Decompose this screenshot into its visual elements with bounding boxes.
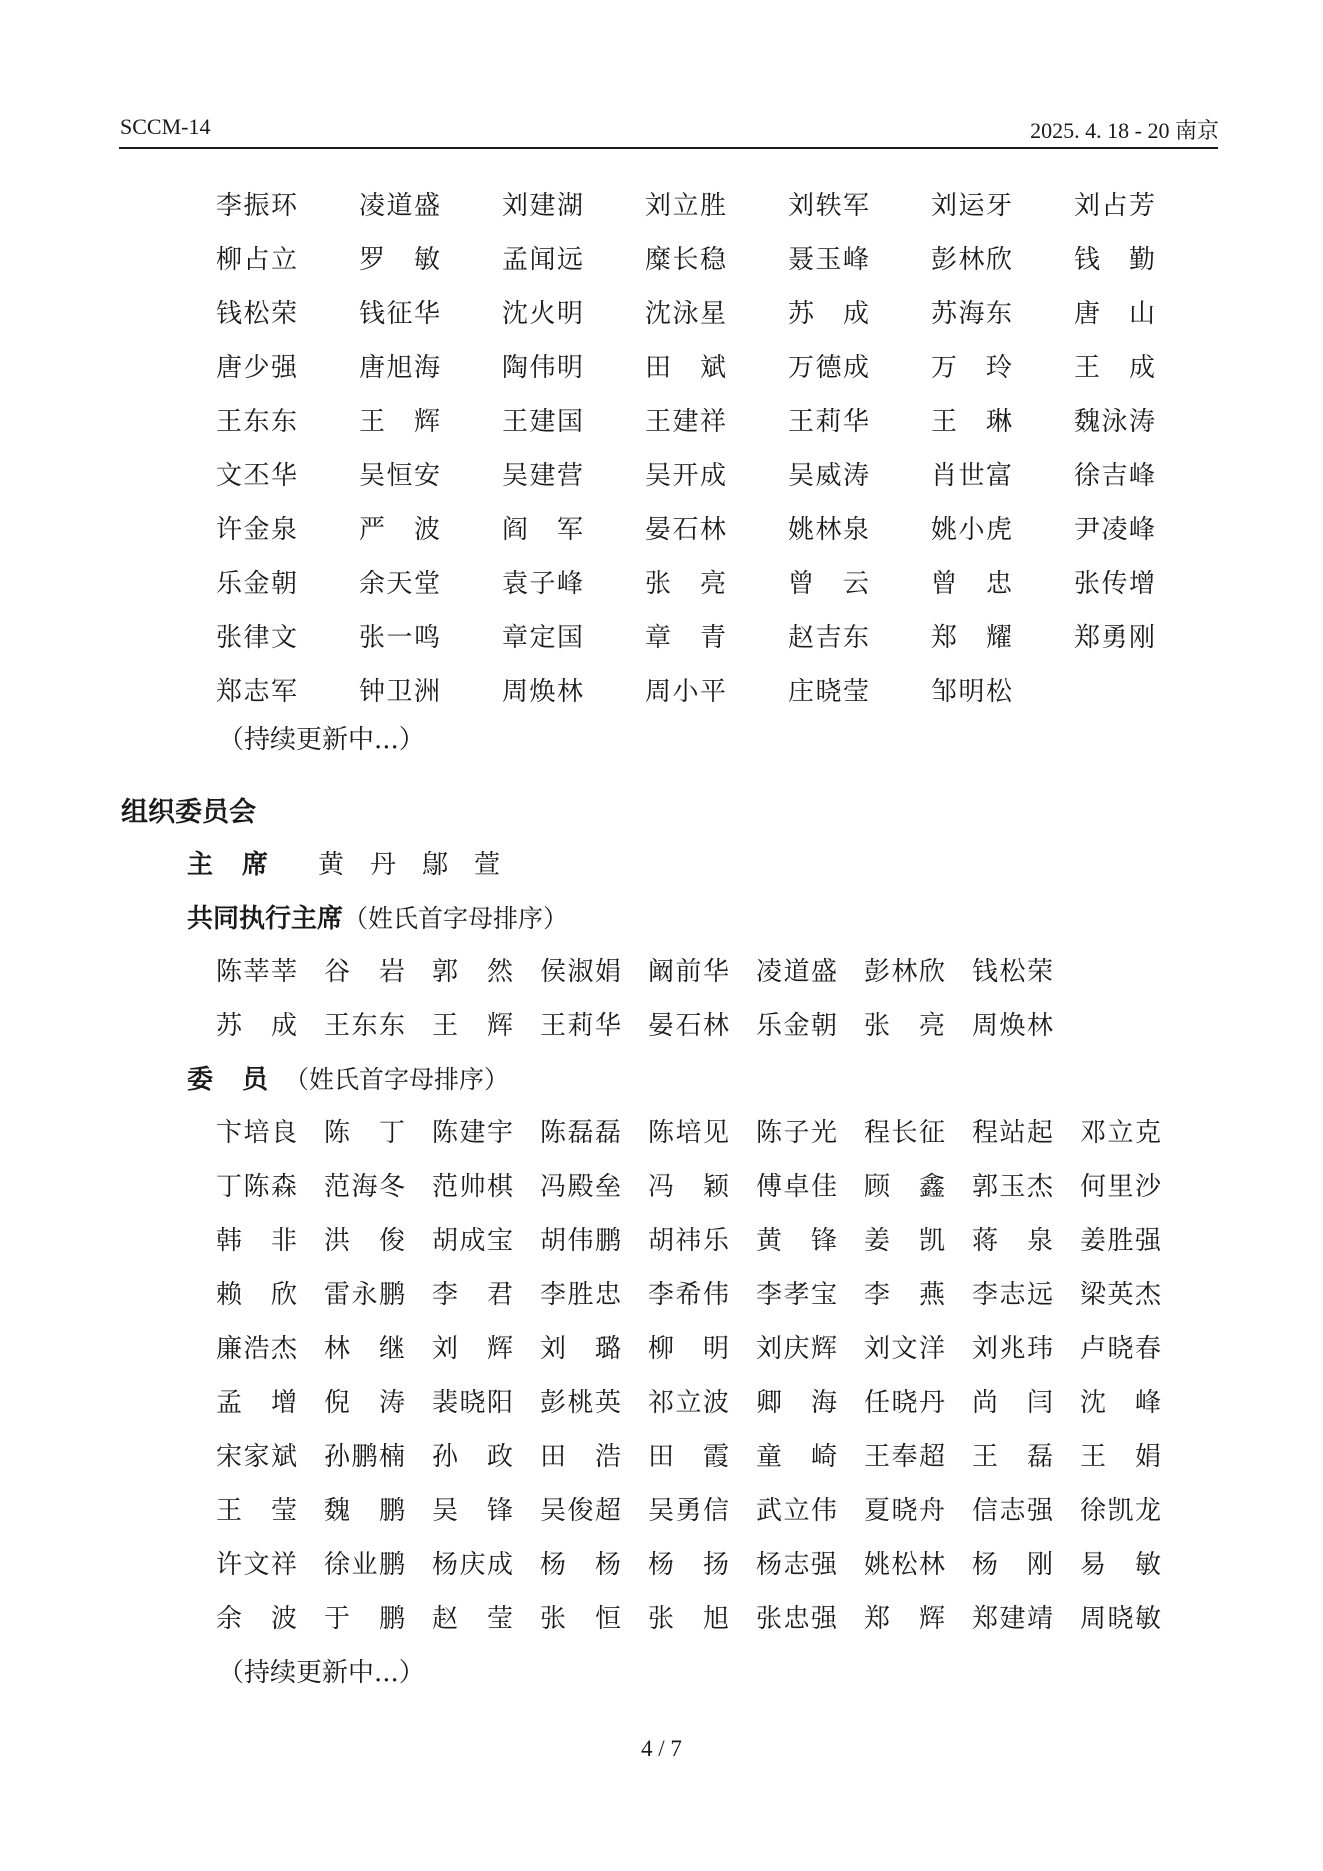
members-line (187, 1053, 509, 1107)
person-name: 张一鸣 (359, 623, 440, 653)
person-name: 张恒 (540, 1604, 621, 1634)
person-name: 孟增 (216, 1388, 297, 1418)
person-name: 沈峰 (1080, 1388, 1161, 1418)
person-name: 郭玉杰 (972, 1172, 1053, 1202)
person-name: 郑志军 (216, 677, 297, 707)
person-name: 吴威涛 (788, 461, 869, 491)
person-name: 童崎 (756, 1442, 837, 1472)
person-name: 沈泳星 (645, 299, 726, 329)
person-name: 唐少强 (216, 353, 297, 383)
person-name: 张旭 (648, 1604, 729, 1634)
person-name: 陈子光 (756, 1118, 837, 1148)
person-name: 王东东 (324, 1011, 405, 1041)
page-number: 4 / 7 (641, 1736, 682, 1761)
person-name: 柳明 (648, 1334, 729, 1364)
person-name: 钱松荣 (216, 299, 297, 329)
person-name: 钱勤 (1074, 245, 1155, 275)
organizing-committee-title: 组织委员会 (121, 797, 256, 828)
person-name: 魏泳涛 (1074, 407, 1155, 437)
person-name: 姜凯 (864, 1226, 945, 1256)
person-name: 田斌 (645, 353, 726, 383)
person-name: 李振环 (216, 191, 297, 221)
exec-chair-line (187, 892, 568, 946)
person-name: 曾云 (788, 569, 869, 599)
person-name: 柳占立 (216, 245, 297, 275)
person-name: 张亮 (645, 569, 726, 599)
update-note: （持续更新中...） (218, 725, 425, 755)
person-name: 苏成 (216, 1011, 297, 1041)
person-name: 万德成 (788, 353, 869, 383)
person-name: 黄锋 (756, 1226, 837, 1256)
person-name: 武立伟 (756, 1496, 837, 1526)
person-name: 尹凌峰 (1074, 515, 1155, 545)
person-name: 信志强 (972, 1496, 1053, 1526)
person-name: 谷岩 (324, 957, 405, 987)
person-name: 陈培见 (648, 1118, 729, 1148)
person-name: 徐吉峰 (1074, 461, 1155, 491)
person-name: 张律文 (216, 623, 297, 653)
person-name: 姚小虎 (931, 515, 1012, 545)
members-update-note: （持续更新中...） (218, 1658, 425, 1688)
exec-chair-label: 共同执行主席 (187, 904, 344, 934)
person-name: 阎军 (502, 515, 583, 545)
person-name: 倪涛 (324, 1388, 405, 1418)
person-name: 孙鹏楠 (324, 1442, 405, 1472)
person-name: 晏石林 (648, 1011, 729, 1041)
person-name: 王莉华 (540, 1011, 621, 1041)
person-name: 钟卫洲 (359, 677, 440, 707)
person-name: 王辉 (359, 407, 440, 437)
person-name: 侯淑娟 (540, 957, 621, 987)
chair-label: 主席 (187, 850, 268, 880)
person-name: 李燕 (864, 1280, 945, 1310)
person-name: 张传增 (1074, 569, 1155, 599)
person-name: 彭桃英 (540, 1388, 621, 1418)
person-name: 邹明松 (931, 677, 1012, 707)
person-name: 孙政 (432, 1442, 513, 1472)
person-name: 蒋泉 (972, 1226, 1053, 1256)
person-name: 章定国 (502, 623, 583, 653)
person-name: 周晓敏 (1080, 1604, 1161, 1634)
person-name: 彭林欣 (931, 245, 1012, 275)
person-name: 卿海 (756, 1388, 837, 1418)
person-name: 邓立克 (1080, 1118, 1161, 1148)
person-name: 罗敏 (359, 245, 440, 275)
person-name: 陈磊磊 (540, 1118, 621, 1148)
person-name: 程站起 (972, 1118, 1053, 1148)
chair-line (187, 838, 526, 892)
person-name: 傅卓佳 (756, 1172, 837, 1202)
person-name: 刘占芳 (1074, 191, 1155, 221)
person-name: 顾鑫 (864, 1172, 945, 1202)
header-rule (119, 147, 1218, 149)
person-name: 赖欣 (216, 1280, 297, 1310)
person-name: 肖世富 (931, 461, 1012, 491)
person-name: 袁子峰 (502, 569, 583, 599)
person-name: 王莉华 (788, 407, 869, 437)
person-name: 郭然 (432, 957, 513, 987)
person-name: 姚松林 (864, 1550, 945, 1580)
person-name: 陈建宇 (432, 1118, 513, 1148)
members-note: （姓氏首字母排序） (284, 1065, 510, 1094)
person-name: 范帅棋 (432, 1172, 513, 1202)
person-name: 任晓丹 (864, 1388, 945, 1418)
person-name: 王建国 (502, 407, 583, 437)
person-name: 陈丁 (324, 1118, 405, 1148)
person-name: 凌道盛 (359, 191, 440, 221)
person-name: 宋家斌 (216, 1442, 297, 1472)
person-name: 李胜忠 (540, 1280, 621, 1310)
person-name: 胡成宝 (432, 1226, 513, 1256)
person-name: 凌道盛 (756, 957, 837, 987)
person-name: 余波 (216, 1604, 297, 1634)
person-name: 吴俊超 (540, 1496, 621, 1526)
person-name: 尚闫 (972, 1388, 1053, 1418)
person-name: 卢晓春 (1080, 1334, 1161, 1364)
person-name: 糜长稳 (645, 245, 726, 275)
person-name: 范海冬 (324, 1172, 405, 1202)
person-name: 吴锋 (432, 1496, 513, 1526)
page-header-left: SCCM-14 (120, 114, 211, 139)
person-name: 刘文洋 (864, 1334, 945, 1364)
person-name: 王东东 (216, 407, 297, 437)
person-name: 雷永鹏 (324, 1280, 405, 1310)
person-name: 乐金朝 (756, 1011, 837, 1041)
members-label: 委员 (187, 1065, 268, 1095)
person-name: 文丕华 (216, 461, 297, 491)
person-name: 陶伟明 (502, 353, 583, 383)
person-name: 李孝宝 (756, 1280, 837, 1310)
person-name: 何里沙 (1080, 1172, 1161, 1202)
person-name: 杨杨 (540, 1550, 621, 1580)
exec-chair-name-grid (216, 945, 1080, 1053)
person-name: 晏石林 (645, 515, 726, 545)
person-name: 梁英杰 (1080, 1280, 1161, 1310)
person-name: 刘辉 (432, 1334, 513, 1364)
person-name: 万玲 (931, 353, 1012, 383)
person-name: 孟闻远 (502, 245, 583, 275)
person-name: 丁陈森 (216, 1172, 297, 1202)
person-name: 廉浩杰 (216, 1334, 297, 1364)
person-name: 王成 (1074, 353, 1155, 383)
person-name: 钱松荣 (972, 957, 1053, 987)
person-name: 唐旭海 (359, 353, 440, 383)
person-name: 胡伟鹏 (540, 1226, 621, 1256)
person-name: 彭林欣 (864, 957, 945, 987)
person-name: 李君 (432, 1280, 513, 1310)
person-name: 王辉 (432, 1011, 513, 1041)
person-name: 王建祥 (645, 407, 726, 437)
person-name: 徐凯龙 (1080, 1496, 1161, 1526)
person-name: 陈莘莘 (216, 957, 297, 987)
person-name: 苏成 (788, 299, 869, 329)
person-name: 于鹏 (324, 1604, 405, 1634)
person-name: 刘璐 (540, 1334, 621, 1364)
person-name: 杨刚 (972, 1550, 1053, 1580)
page-header-right: 2025. 4. 18 - 20 南京 (1030, 118, 1219, 143)
person-name: 冯颖 (648, 1172, 729, 1202)
person-name: 郑辉 (864, 1604, 945, 1634)
person-name: 洪俊 (324, 1226, 405, 1256)
person-name: 曾忠 (931, 569, 1012, 599)
person-name: 杨志强 (756, 1550, 837, 1580)
person-name: 乐金朝 (216, 569, 297, 599)
person-name: 卞培良 (216, 1118, 297, 1148)
person-name: 刘运牙 (931, 191, 1012, 221)
person-name: 杨扬 (648, 1550, 729, 1580)
person-name: 钱征华 (359, 299, 440, 329)
person-name: 刘轶军 (788, 191, 869, 221)
person-name: 吴建营 (502, 461, 583, 491)
person-name: 吴恒安 (359, 461, 440, 491)
person-name: 郑耀 (931, 623, 1012, 653)
person-name: 周焕林 (972, 1011, 1053, 1041)
person-name: 王莹 (216, 1496, 297, 1526)
person-name: 李希伟 (648, 1280, 729, 1310)
person-name: 韩非 (216, 1226, 297, 1256)
person-name: 刘建湖 (502, 191, 583, 221)
person-name: 祁立波 (648, 1388, 729, 1418)
person-name: 唐山 (1074, 299, 1155, 329)
person-name: 赵莹 (432, 1604, 513, 1634)
person-name: 吴开成 (645, 461, 726, 491)
person-name: 田霞 (648, 1442, 729, 1472)
person-name: 严波 (359, 515, 440, 545)
person-name: 刘兆玮 (972, 1334, 1053, 1364)
person-name: 赵吉东 (788, 623, 869, 653)
committee-name-grid (216, 179, 1217, 719)
person-name: 许文祥 (216, 1550, 297, 1580)
person-name: 胡祎乐 (648, 1226, 729, 1256)
person-name: 魏鹏 (324, 1496, 405, 1526)
person-name: 徐业鹏 (324, 1550, 405, 1580)
person-name: 夏晓舟 (864, 1496, 945, 1526)
person-name: 郑勇刚 (1074, 623, 1155, 653)
person-name: 张亮 (864, 1011, 945, 1041)
person-name: 易敏 (1080, 1550, 1161, 1580)
person-name: 姜胜强 (1080, 1226, 1161, 1256)
members-name-grid (216, 1106, 1188, 1646)
person-name: 阚前华 (648, 957, 729, 987)
person-name: 王娟 (1080, 1442, 1161, 1472)
person-name: 沈火明 (502, 299, 583, 329)
exec-chair-note: （姓氏首字母排序） (343, 904, 569, 933)
person-name: 苏海东 (931, 299, 1012, 329)
person-name: 王奉超 (864, 1442, 945, 1472)
person-name: 聂玉峰 (788, 245, 869, 275)
person-name: 程长征 (864, 1118, 945, 1148)
person-name: 郑建靖 (972, 1604, 1053, 1634)
person-name: 李志远 (972, 1280, 1053, 1310)
person-name: 章青 (645, 623, 726, 653)
person-name: 周小平 (645, 677, 726, 707)
person-name: 许金泉 (216, 515, 297, 545)
person-name: 刘立胜 (645, 191, 726, 221)
person-name: 裴晓阳 (432, 1388, 513, 1418)
person-name: 周焕林 (502, 677, 583, 707)
person-name: 王磊 (972, 1442, 1053, 1472)
person-name: 张忠强 (756, 1604, 837, 1634)
person-name: 余天堂 (359, 569, 440, 599)
chair-names: 黄丹鄔萱 (318, 850, 527, 880)
person-name: 冯殿垒 (540, 1172, 621, 1202)
person-name: 刘庆辉 (756, 1334, 837, 1364)
person-name: 庄晓莹 (788, 677, 869, 707)
person-name: 林继 (324, 1334, 405, 1364)
person-name: 王琳 (931, 407, 1012, 437)
person-name: 姚林泉 (788, 515, 869, 545)
person-name: 杨庆成 (432, 1550, 513, 1580)
person-name: 吴勇信 (648, 1496, 729, 1526)
person-name: 田浩 (540, 1442, 621, 1472)
